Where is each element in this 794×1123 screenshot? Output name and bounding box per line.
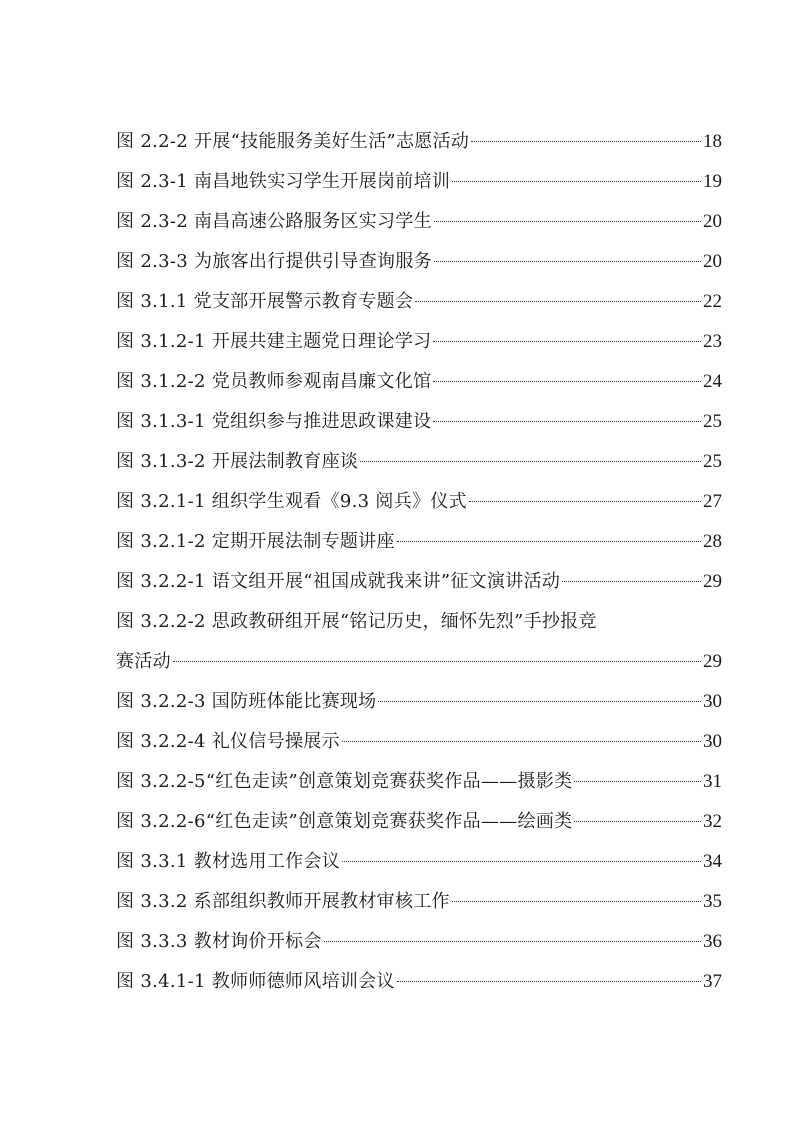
- dot-leader: [562, 581, 701, 582]
- toc-entry-page: 20: [703, 251, 722, 272]
- toc-entry-title: 图 2.3-1 南昌地铁实习学生开展岗前培训: [116, 171, 451, 192]
- dot-leader: [574, 821, 701, 822]
- toc-entry[interactable]: [116, 442, 722, 482]
- dot-leader: [434, 261, 701, 262]
- dot-leader: [433, 421, 701, 422]
- toc-entry-page: 24: [703, 371, 722, 392]
- toc-entry-page: 20: [703, 211, 722, 232]
- dot-leader: [342, 741, 701, 742]
- toc-entry-page: 31: [703, 771, 722, 792]
- toc-entry[interactable]: [116, 522, 722, 562]
- dot-leader: [471, 141, 701, 142]
- table-of-contents: [116, 122, 722, 1002]
- dot-leader: [452, 901, 701, 902]
- dot-leader: [324, 941, 701, 942]
- toc-entry-title: 图 3.1.2-2 党员教师参观南昌廉文化馆: [116, 371, 432, 392]
- toc-entry-page: 29: [703, 571, 722, 592]
- toc-entry-page: 29: [703, 651, 722, 672]
- toc-entry-page: 37: [703, 971, 722, 992]
- toc-entry-title: 图 3.2.2-3 国防班体能比赛现场: [116, 691, 377, 712]
- toc-entry[interactable]: [116, 802, 722, 842]
- toc-entry[interactable]: [116, 882, 722, 922]
- toc-entry-title: 图 3.2.2-1 语文组开展“祖国成就我来讲”征文演讲活动: [116, 571, 561, 592]
- dot-leader: [433, 381, 701, 382]
- dot-leader: [360, 461, 701, 462]
- toc-entry-title: 图 3.2.1-2 定期开展法制专题讲座: [116, 531, 395, 552]
- toc-entry-page: 23: [703, 331, 722, 352]
- dot-leader: [415, 301, 701, 302]
- toc-entry-page: 25: [703, 411, 722, 432]
- toc-entry[interactable]: [116, 922, 722, 962]
- dot-leader: [397, 541, 701, 542]
- toc-entry-title-line-2: 赛活动: [116, 651, 171, 672]
- toc-entry-title: 图 3.2.2-5“红色走读”创意策划竞赛获奖作品——摄影类: [116, 771, 573, 792]
- dot-leader: [574, 781, 701, 782]
- toc-entry[interactable]: [116, 122, 722, 162]
- toc-entry-page: 22: [703, 291, 722, 312]
- toc-entry-title: 图 3.2.2-4 礼仪信号操展示: [116, 731, 340, 752]
- toc-entry-title: 图 3.4.1-1 教师师德师风培训会议: [116, 971, 395, 992]
- toc-entry[interactable]: [116, 322, 722, 362]
- toc-entry-title: 图 3.3.1 教材选用工作会议: [116, 851, 341, 872]
- toc-entry-page: 25: [703, 451, 722, 472]
- toc-entry-title: 图 2.2-2 开展“技能服务美好生活”志愿活动: [116, 131, 470, 152]
- dot-leader: [378, 701, 701, 702]
- toc-entry-page: 18: [703, 131, 722, 152]
- toc-entry[interactable]: [116, 762, 722, 802]
- toc-entry-page: 30: [703, 691, 722, 712]
- toc-entry[interactable]: [116, 362, 722, 402]
- toc-entry-page: 36: [703, 931, 722, 952]
- toc-entry[interactable]: [116, 842, 722, 882]
- toc-entry-title: 图 3.3.3 教材询价开标会: [116, 931, 322, 952]
- toc-entry-title: 图 3.2.2-6“红色走读”创意策划竞赛获奖作品——绘画类: [116, 811, 573, 832]
- dot-leader: [342, 861, 701, 862]
- toc-entry[interactable]: [116, 962, 722, 1002]
- toc-entry-page: 28: [703, 531, 722, 552]
- toc-entry-title: 图 3.2.1-1 组织学生观看《9.3 阅兵》仪式: [116, 491, 467, 512]
- dot-leader: [397, 981, 701, 982]
- toc-entry[interactable]: [116, 282, 722, 322]
- dot-leader: [434, 221, 701, 222]
- toc-entry-page: 19: [703, 171, 722, 192]
- toc-entry-wrapped[interactable]: [116, 602, 722, 682]
- toc-entry-title: 图 3.1.3-1 党组织参与推进思政课建设: [116, 411, 432, 432]
- toc-entry[interactable]: [116, 242, 722, 282]
- dot-leader: [469, 501, 701, 502]
- toc-entry[interactable]: [116, 482, 722, 522]
- toc-entry[interactable]: [116, 202, 722, 242]
- toc-entry[interactable]: [116, 162, 722, 202]
- toc-entry-title: 图 3.1.3-2 开展法制教育座谈: [116, 451, 359, 472]
- dot-leader: [173, 661, 701, 662]
- toc-entry-page: 27: [703, 491, 722, 512]
- toc-entry-title: 图 3.3.2 系部组织教师开展教材审核工作: [116, 891, 450, 912]
- toc-entry[interactable]: [116, 402, 722, 442]
- toc-entry-page: 35: [703, 891, 722, 912]
- toc-entry-page: 32: [703, 811, 722, 832]
- dot-leader: [452, 181, 701, 182]
- toc-entry[interactable]: [116, 562, 722, 602]
- toc-entry-title: 图 2.3-3 为旅客出行提供引导查询服务: [116, 251, 432, 272]
- toc-entry-title: 图 2.3-2 南昌高速公路服务区实习学生: [116, 211, 432, 232]
- toc-entry-title: 图 3.1.2-1 开展共建主题党日理论学习: [116, 331, 432, 352]
- toc-entry-page: 30: [703, 731, 722, 752]
- toc-entry-title-line-1: 图 3.2.2-2 思政教研组开展“铭记历史，缅怀先烈”手抄报竞: [116, 611, 597, 632]
- toc-entry[interactable]: [116, 682, 722, 722]
- toc-entry-page: 34: [703, 851, 722, 872]
- toc-entry-title: 图 3.1.1 党支部开展警示教育专题会: [116, 291, 414, 312]
- dot-leader: [433, 341, 701, 342]
- toc-entry[interactable]: [116, 722, 722, 762]
